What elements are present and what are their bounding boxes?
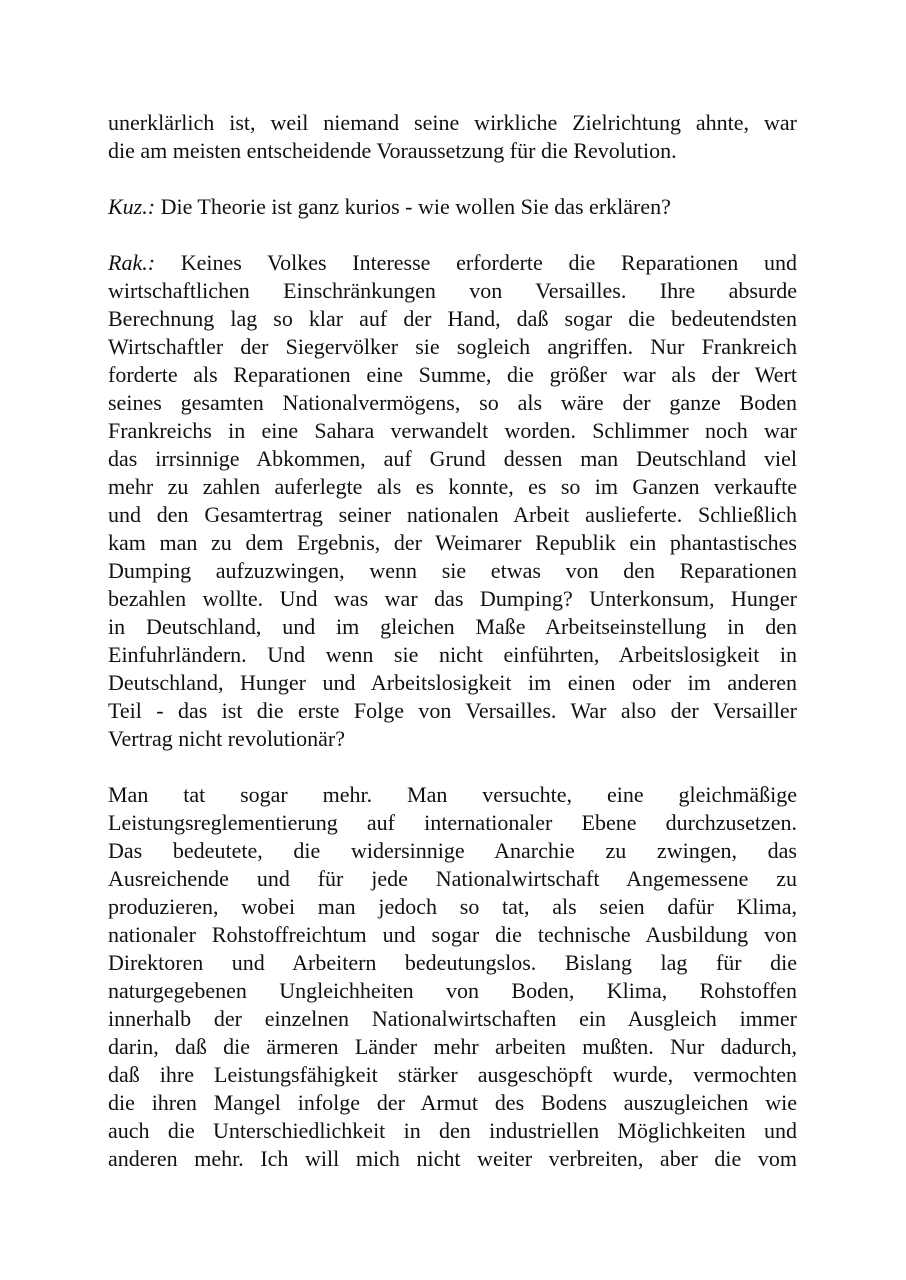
line-text: produzieren, wobei man jedoch so tat, als seien dafür Klima, [108, 894, 797, 919]
text-line [108, 333, 797, 361]
line-text: innerhalb der einzelnen Nationalwirtschaften ein Ausgleich immer [108, 1006, 797, 1031]
line-text: das irrsinnige Abkommen, auf Grund dessen man Deutschland viel [108, 446, 797, 471]
text-line [108, 921, 797, 949]
text-line [108, 137, 797, 165]
line-text: Teil - das ist die erste Folge von Versailles. War also der Versailler [108, 698, 797, 723]
line-text: darin, daß die ärmeren Länder mehr arbeiten mußten. Nur dadurch, [108, 1034, 797, 1059]
line-text: Berechnung lag so klar auf der Hand, daß sogar die bedeutendsten [108, 306, 797, 331]
text-line [108, 977, 797, 1005]
line-text: mehr zu zahlen auferlegte als es konnte, es so im Ganzen verkaufte [108, 474, 797, 499]
text-line [108, 641, 797, 669]
text-line [108, 417, 797, 445]
text-line [108, 1005, 797, 1033]
text-line [108, 837, 797, 865]
line-text: Dumping aufzuzwingen, wenn sie etwas von den Reparationen [108, 558, 797, 583]
line-text: forderte als Reparationen eine Summe, die größer war als der Wert [108, 362, 797, 387]
line-text: Das bedeutete, die widersinnige Anarchie zu zwingen, das [108, 838, 797, 863]
text-line [108, 669, 797, 697]
paragraph [108, 781, 797, 1173]
text-line [108, 1117, 797, 1145]
paragraph [108, 109, 797, 165]
text-line [108, 305, 797, 333]
text-line [108, 613, 797, 641]
text-line [108, 529, 797, 557]
text-line [108, 893, 797, 921]
text-line [108, 865, 797, 893]
line-text: Direktoren und Arbeitern bedeutungslos. Bislang lag für die [108, 950, 797, 975]
line-text: Leistungsreglementierung auf internationaler Ebene durchzusetzen. [108, 810, 797, 835]
document-page [108, 109, 797, 1201]
text-line [108, 697, 797, 725]
text-line [108, 361, 797, 389]
text-line [108, 277, 797, 305]
line-text: wirtschaftlichen Einschränkungen von Versailles. Ihre absurde [108, 278, 797, 303]
text-line [108, 585, 797, 613]
line-text: Man tat sogar mehr. Man versuchte, eine gleichmäßige [108, 782, 797, 807]
line-text: anderen mehr. Ich will mich nicht weiter verbreiten, aber die vom [108, 1146, 797, 1171]
line-text: und den Gesamtertrag seiner nationalen Arbeit auslieferte. Schließlich [108, 502, 797, 527]
text-line [108, 193, 797, 221]
line-text: Keines Volkes Interesse erforderte die Reparationen und [155, 250, 797, 275]
text-line [108, 809, 797, 837]
line-text: unerklärlich ist, weil niemand seine wirkliche Zielrichtung ahnte, war [108, 110, 797, 135]
text-line [108, 1061, 797, 1089]
text-line [108, 949, 797, 977]
text-line [108, 389, 797, 417]
text-line [108, 725, 797, 753]
text-line [108, 1033, 797, 1061]
text-line [108, 445, 797, 473]
line-text: Frankreichs in eine Sahara verwandelt worden. Schlimmer noch war [108, 418, 797, 443]
line-text: bezahlen wollte. Und was war das Dumping? Unterkonsum, Hunger [108, 586, 797, 611]
line-text: Einfuhrländern. Und wenn sie nicht einführten, Arbeitslosigkeit in [108, 642, 797, 667]
paragraph [108, 249, 797, 753]
text-line [108, 249, 797, 277]
line-text: Wirtschaftler der Siegervölker sie sogleich angriffen. Nur Frankreich [108, 334, 797, 359]
line-text: die am meisten entscheidende Voraussetzung für die Revolution. [108, 138, 677, 163]
line-text: daß ihre Leistungsfähigkeit stärker ausgeschöpft wurde, vermochten [108, 1062, 797, 1087]
line-text: Die Theorie ist ganz kurios - wie wollen Sie das erklären? [155, 194, 671, 219]
speaker-label: Kuz.: [108, 194, 156, 219]
line-text: auch die Unterschiedlichkeit in den industriellen Möglichkeiten und [108, 1118, 797, 1143]
line-text: Ausreichende und für jede Nationalwirtschaft Angemessene zu [108, 866, 797, 891]
speaker-label: Rak.: [108, 250, 156, 275]
line-text: Vertrag nicht revolutionär? [108, 726, 346, 751]
text-line [108, 1089, 797, 1117]
line-text: in Deutschland, und im gleichen Maße Arbeitseinstellung in den [108, 614, 797, 639]
line-text: nationaler Rohstoffreichtum und sogar die technische Ausbildung von [108, 922, 797, 947]
paragraph [108, 193, 797, 221]
text-line [108, 1145, 797, 1173]
line-text: Deutschland, Hunger und Arbeitslosigkeit im einen oder im anderen [108, 670, 797, 695]
line-text: die ihren Mangel infolge der Armut des Bodens auszugleichen wie [108, 1090, 797, 1115]
line-text: naturgegebenen Ungleichheiten von Boden, Klima, Rohstoffen [108, 978, 797, 1003]
text-line [108, 557, 797, 585]
line-text: seines gesamten Nationalvermögens, so als wäre der ganze Boden [108, 390, 797, 415]
text-line [108, 109, 797, 137]
text-line [108, 501, 797, 529]
text-line [108, 473, 797, 501]
text-line [108, 781, 797, 809]
line-text: kam man zu dem Ergebnis, der Weimarer Republik ein phantastisches [108, 530, 797, 555]
